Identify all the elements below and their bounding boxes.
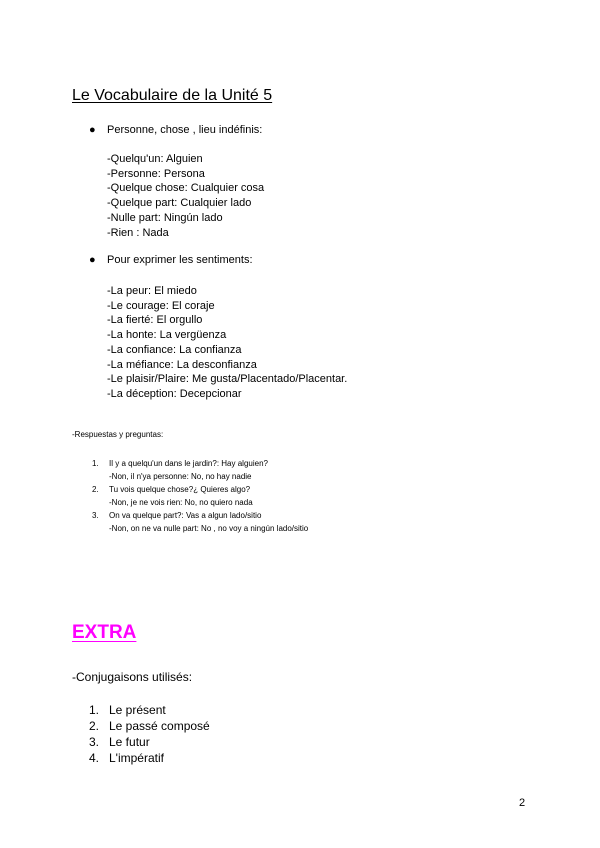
conjugation-list (89, 702, 289, 768)
vocab-line: -Le plaisir/Plaire: Me gusta/Placentado/Placentar. (107, 373, 348, 386)
list-number: 2. (89, 719, 100, 733)
bullet-label: Pour exprimer les sentiments: (107, 254, 253, 266)
qa-question: On va quelque part?: Vas a algun lado/sitio (109, 511, 262, 520)
vocab-line: -Rien : Nada (107, 226, 169, 239)
vocab-line: -La fierté: El orgullo (107, 314, 203, 327)
conjugations-subheading: -Conjugaisons utilisés: (72, 670, 193, 684)
qa-answer: -Non, on ne va nulle part: No , no voy a ningún lado/sitio (109, 524, 309, 533)
vocab-line: -La méfiance: La desconfianza (107, 358, 257, 371)
qa-answer: -Non, je ne vois rien: No, no quiero nada (109, 498, 253, 507)
vocab-line: -Quelqu'un: Alguien (107, 153, 203, 165)
bullet-label: Personne, chose , lieu indéfinis: (107, 124, 263, 136)
vocab-line: -La honte: La vergüenza (107, 329, 227, 342)
document-title: Le Vocabulaire de la Unité 5 (72, 87, 273, 104)
vocab-line: -La déception: Decepcionar (107, 387, 242, 400)
qa-number: 1. (92, 459, 99, 468)
vocab-line: -Le courage: El coraje (107, 299, 215, 312)
vocab-line: -Nulle part: Ningún lado (107, 211, 223, 224)
page-number: 2 (519, 797, 526, 809)
list-text: Le futur (109, 735, 150, 749)
vocab-line: -Quelque part: Cualquier lado (107, 197, 252, 210)
qa-number: 3. (92, 511, 99, 520)
vocab-line: -La confiance: La confianza (107, 343, 242, 356)
vocab-line: -Quelque chose: Cualquier cosa (107, 182, 265, 195)
list-text: Le passé composé (109, 719, 210, 733)
vocab-list-feelings (107, 284, 347, 402)
qa-heading: -Respuestas y preguntas: (72, 430, 164, 439)
list-number: 3. (89, 735, 100, 749)
vocab-line: -La peur: El miedo (107, 285, 197, 297)
vocab-line: -Personne: Persona (107, 167, 205, 180)
qa-list (92, 458, 412, 538)
list-number: 4. (89, 751, 100, 765)
vocab-list-indefinite (107, 152, 264, 240)
extra-heading: EXTRA (72, 622, 137, 643)
qa-question: Il y a quelqu'un dans le jardin?: Hay alguien? (109, 459, 268, 468)
list-number: 1. (89, 703, 100, 717)
qa-answer: -Non, il n'ya personne: No, no hay nadie (109, 472, 252, 481)
bullet-dot-icon: ● (89, 254, 96, 266)
list-text: Le présent (109, 703, 166, 717)
bullet-dot-icon: ● (89, 124, 96, 136)
list-text: L'impératif (109, 751, 164, 765)
qa-number: 2. (92, 485, 99, 494)
qa-question: Tu vois quelque chose?¿ Quieres algo? (109, 485, 251, 494)
